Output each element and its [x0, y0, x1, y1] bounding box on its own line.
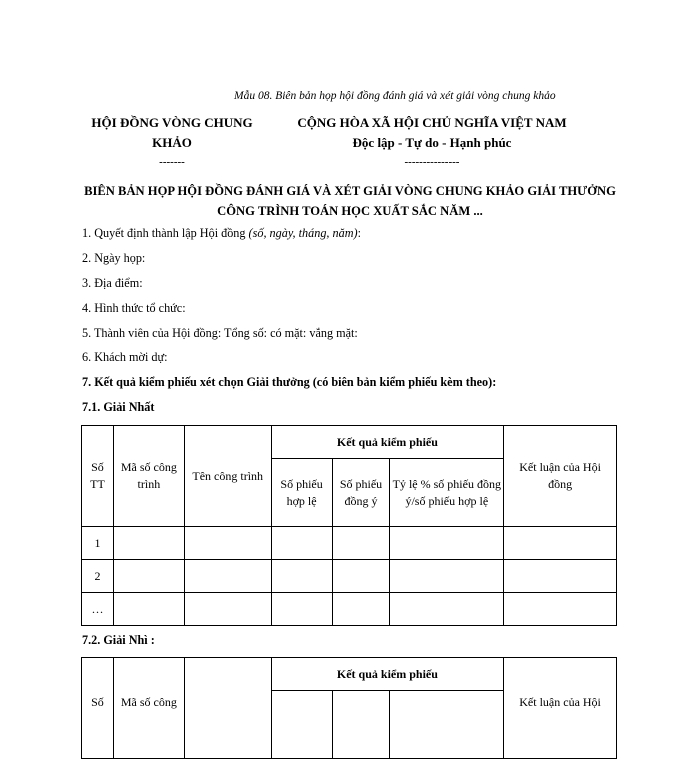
nation-motto: Độc lập - Tự do - Hạnh phúc — [352, 135, 512, 150]
header-project-code: Mã số công — [113, 658, 184, 759]
table-cell — [390, 691, 504, 759]
table-cell — [390, 527, 504, 560]
national-header — [272, 113, 592, 171]
table-cell — [390, 593, 504, 626]
table-cell — [113, 527, 184, 560]
table-cell — [332, 691, 390, 759]
table-cell — [184, 560, 271, 593]
table-cell — [504, 527, 617, 560]
council-name: HỘI ĐỒNG VÒNG CHUNG KHẢO — [91, 115, 253, 150]
item-meeting-date: 2. Ngày họp: — [82, 251, 146, 265]
nation-divider: --------------- — [404, 156, 460, 168]
item-vote-results: 7. Kết quả kiểm phiếu xét chọn Giải thưởng (có biên bản kiểm phiếu kèm theo): — [82, 375, 497, 389]
header-project-name — [184, 658, 271, 759]
table-cell — [390, 560, 504, 593]
header-conclusion: Kết luận của Hội — [504, 658, 617, 759]
item-decision — [82, 226, 361, 241]
header-conclusion: Kết luận của Hội đồng — [504, 426, 617, 527]
table-row-number: 1 — [82, 527, 114, 560]
document-title: BIÊN BẢN HỌP HỘI ĐỒNG ĐÁNH GIÁ VÀ XÉT GIẢI VÒNG CHUNG KHẢO GIẢI THƯỞNG CÔNG TRÌNH TOÁN HỌC XUẤT SẮC NĂM ... — [84, 184, 616, 218]
table-cell — [332, 527, 390, 560]
item-guests: 6. Khách mời dự: — [82, 350, 168, 364]
item-decision-text: 1. Quyết định thành lập Hội đồng — [82, 226, 249, 240]
table-cell — [271, 691, 332, 759]
header-vote-result: Kết quả kiểm phiếu — [271, 658, 504, 691]
council-divider: ------- — [159, 156, 185, 168]
table-cell — [271, 593, 332, 626]
table-cell — [504, 593, 617, 626]
council-header — [82, 113, 262, 171]
item-decision-hint: (số, ngày, tháng, năm) — [248, 226, 358, 240]
table-cell — [184, 593, 271, 626]
table-cell — [504, 560, 617, 593]
table-cell — [184, 527, 271, 560]
item-decision-colon: : — [357, 226, 361, 240]
second-prize-table — [81, 657, 617, 759]
item-location: 3. Địa điểm: — [82, 276, 143, 290]
form-template-label: Mẫu 08. Biên bản họp hội đồng đánh giá và xét giải vòng chung khảo — [234, 90, 556, 102]
item-format: 4. Hình thức tổ chức: — [82, 301, 186, 315]
header-project-code: Mã số công trình — [113, 426, 184, 527]
header-project-name: Tên công trình — [184, 426, 271, 527]
section-first-prize: 7.1. Giải Nhất — [82, 400, 155, 414]
header-ratio: Tỷ lệ % số phiếu đồng ý/số phiếu hợp lệ — [390, 459, 504, 527]
table-row-number: … — [82, 593, 114, 626]
section-second-prize: 7.2. Giải Nhì : — [82, 633, 155, 647]
table-cell — [332, 593, 390, 626]
item-members: 5. Thành viên của Hội đồng: Tổng số: có mặt: vắng mặt: — [82, 326, 358, 340]
header-agree-ballots: Số phiếu đồng ý — [332, 459, 390, 527]
table-cell — [271, 527, 332, 560]
header-valid-ballots: Số phiếu hợp lệ — [271, 459, 332, 527]
header-stt: Số TT — [82, 426, 114, 527]
nation-name: CỘNG HÒA XÃ HỘI CHỦ NGHĨA VIỆT NAM — [297, 115, 567, 130]
header-stt: Số — [82, 658, 114, 759]
table-cell — [113, 560, 184, 593]
table-row-number: 2 — [82, 560, 114, 593]
header-vote-result: Kết quả kiểm phiếu — [271, 426, 504, 459]
table-cell — [113, 593, 184, 626]
table-cell — [332, 560, 390, 593]
table-cell — [271, 560, 332, 593]
first-prize-table — [81, 425, 617, 626]
